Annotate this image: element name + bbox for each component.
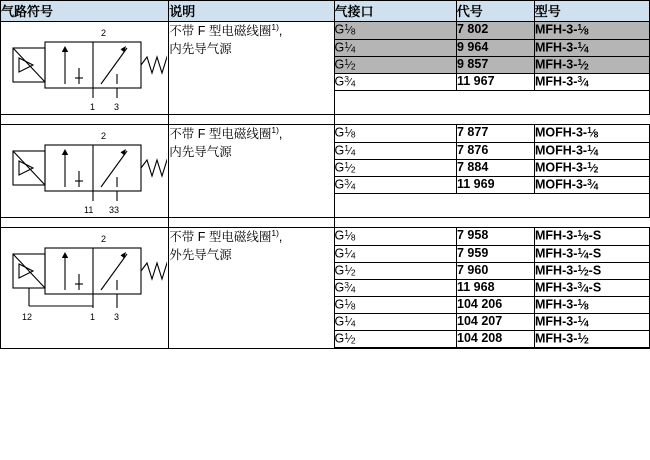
type-suffix: -S [588, 246, 602, 261]
svg-text:33: 33 [109, 205, 120, 215]
port-fraction: $^1$⁄2 [344, 262, 356, 278]
code-cell: 104 206 [457, 296, 535, 313]
group-spacer [1, 115, 650, 125]
table-row[interactable] [335, 56, 650, 73]
table-header [1, 1, 650, 22]
code-cell: 7 802 [457, 22, 535, 39]
port-fraction: $^1$⁄2 [344, 56, 356, 72]
description-line-2: 外先导气源 [169, 248, 232, 263]
port-fraction: $^1$⁄8 [344, 22, 356, 37]
valve-schematic-svg-3 [1, 228, 167, 328]
type-prefix: MFH-3- [535, 297, 578, 312]
type-cell [535, 330, 650, 347]
table-row[interactable] [335, 296, 650, 313]
table-row[interactable] [335, 22, 650, 39]
type-fraction: $^1$⁄2 [577, 262, 589, 278]
header-cell-symbol: 气路符号 [1, 1, 169, 22]
spacer-cell [1, 218, 169, 228]
svg-text:3: 3 [114, 102, 120, 112]
port-cell [335, 279, 457, 296]
port-cell [335, 313, 457, 330]
type-suffix: -S [588, 280, 602, 295]
table-row[interactable] [335, 73, 650, 90]
type-cell [535, 228, 650, 245]
port-cell [335, 296, 457, 313]
type-fraction: $^3$⁄4 [577, 279, 589, 295]
type-cell [535, 279, 650, 296]
type-cell [535, 73, 650, 90]
type-prefix: MFH-3- [535, 74, 578, 89]
type-cell [535, 262, 650, 279]
description-footnote-2: 1) [271, 124, 279, 135]
type-fraction: $^1$⁄4 [577, 313, 589, 329]
type-cell [535, 22, 650, 39]
valve-symbol-cell-3 [1, 228, 169, 349]
type-cell [535, 245, 650, 262]
type-suffix: -S [588, 263, 602, 278]
type-fraction: $^1$⁄2 [587, 159, 599, 175]
port-cell [335, 125, 457, 142]
type-fraction: $^3$⁄4 [587, 176, 599, 192]
svg-text:12: 12 [22, 312, 33, 322]
type-prefix: MFH-3- [535, 263, 578, 278]
group-spacer [1, 218, 650, 228]
table-row [1, 22, 650, 115]
svg-text:2: 2 [101, 234, 107, 244]
valve-schematic-svg-1 [1, 22, 167, 114]
table-row[interactable] [335, 245, 650, 262]
description-footnote-1: 1) [271, 21, 279, 32]
header-cell-port: 气接口 [334, 1, 456, 22]
description-cell-3: 不带 F 型电磁线圈$^{1)}$, 外先导气源 [169, 228, 334, 349]
table-row[interactable] [335, 142, 650, 159]
svg-text:1: 1 [90, 312, 96, 322]
port-prefix: G [334, 74, 345, 89]
type-cell [535, 142, 650, 159]
header-row [1, 1, 650, 22]
svg-text:2: 2 [101, 131, 107, 141]
valve-symbol-cell-2 [1, 125, 169, 218]
type-prefix: MFH-3- [535, 331, 578, 346]
table-row[interactable] [335, 39, 650, 56]
type-prefix: MFH-3- [535, 314, 578, 329]
code-cell: 9 857 [457, 56, 535, 73]
description-cell-2: 不带 F 型电磁线圈$^{1)}$, 内先导气源 [169, 125, 334, 218]
port-fraction: $^1$⁄4 [344, 245, 356, 261]
type-prefix: MOFH-3- [535, 125, 588, 140]
table-row[interactable] [335, 176, 650, 193]
type-prefix: MFH-3- [535, 40, 578, 55]
port-prefix: G [334, 314, 345, 329]
type-fraction: $^1$⁄8 [587, 125, 599, 140]
type-fraction: $^1$⁄2 [577, 56, 589, 72]
variant-table-cell-1 [334, 22, 650, 115]
code-cell: 11 969 [457, 176, 535, 193]
description-line-1: 不带 F 型电磁线圈 [169, 24, 272, 38]
header-cell-type: 型号 [534, 1, 649, 22]
port-prefix: G [334, 57, 345, 72]
code-cell: 11 967 [457, 73, 535, 90]
port-cell [335, 22, 457, 39]
spacer-cell [334, 115, 650, 125]
variant-table-3 [335, 228, 650, 348]
valve-symbol-cell-1 [1, 22, 169, 115]
port-cell [335, 262, 457, 279]
port-fraction: $^1$⁄8 [344, 296, 356, 312]
type-cell [535, 125, 650, 142]
type-fraction: $^1$⁄4 [577, 245, 589, 261]
spacer-cell [334, 218, 650, 228]
svg-text:3: 3 [114, 312, 120, 322]
table-row[interactable] [335, 330, 650, 347]
port-prefix: G [334, 331, 345, 346]
port-cell [335, 159, 457, 176]
type-cell [535, 313, 650, 330]
port-prefix: G [334, 125, 345, 140]
table-body [1, 22, 650, 349]
type-prefix: MFH-3- [535, 57, 578, 72]
port-prefix: G [334, 22, 345, 37]
port-cell [335, 330, 457, 347]
type-prefix: MOFH-3- [535, 160, 588, 175]
table-row[interactable] [335, 125, 650, 142]
port-cell [335, 142, 457, 159]
port-fraction: $^1$⁄8 [344, 125, 356, 140]
code-cell: 7 884 [457, 159, 535, 176]
svg-text:11: 11 [84, 205, 94, 215]
type-prefix: MFH-3- [535, 228, 578, 243]
description-line-2: 内先导气源 [169, 42, 232, 57]
type-fraction: $^1$⁄4 [577, 39, 589, 55]
valve-schematic-svg-2 [1, 125, 167, 217]
port-prefix: G [334, 177, 345, 192]
variant-table-cell-2 [334, 125, 650, 218]
variant-table-1 [335, 22, 650, 91]
svg-text:2: 2 [101, 28, 107, 38]
port-cell [335, 73, 457, 90]
port-cell [335, 245, 457, 262]
port-cell [335, 39, 457, 56]
svg-text:1: 1 [90, 102, 96, 112]
port-fraction: $^1$⁄8 [344, 228, 356, 243]
port-prefix: G [334, 297, 345, 312]
code-cell: 11 968 [457, 279, 535, 296]
port-cell [335, 228, 457, 245]
port-prefix: G [334, 160, 345, 175]
port-fraction: $^3$⁄4 [344, 73, 356, 89]
type-fraction: $^1$⁄8 [577, 228, 589, 243]
table-row[interactable] [335, 228, 650, 245]
table-row [1, 125, 650, 218]
description-footnote-3: 1) [271, 227, 279, 238]
port-prefix: G [334, 263, 345, 278]
code-cell: 7 960 [457, 262, 535, 279]
description-line-2: 内先导气源 [169, 145, 232, 160]
valve-schematic-2 [1, 125, 167, 217]
port-fraction: $^1$⁄2 [344, 159, 356, 175]
port-prefix: G [334, 246, 345, 261]
table-row[interactable] [335, 279, 650, 296]
code-cell: 7 877 [457, 125, 535, 142]
type-prefix: MOFH-3- [535, 177, 588, 192]
type-prefix: MFH-3- [535, 246, 578, 261]
port-prefix: G [334, 40, 345, 55]
spacer-cell [169, 115, 334, 125]
description-line-1: 不带 F 型电磁线圈 [169, 127, 272, 141]
port-cell [335, 56, 457, 73]
port-prefix: G [334, 280, 345, 295]
header-cell-description: 说明 [169, 1, 334, 22]
table-row [1, 228, 650, 349]
type-fraction: $^1$⁄8 [577, 296, 589, 312]
header-cell-code: 代号 [456, 1, 534, 22]
type-fraction: $^1$⁄2 [577, 330, 589, 346]
variant-table-cell-3 [334, 228, 650, 349]
type-fraction: $^3$⁄4 [577, 73, 589, 89]
port-fraction: $^3$⁄4 [344, 176, 356, 192]
code-cell: 104 207 [457, 313, 535, 330]
description-cell-1: 不带 F 型电磁线圈$^{1)}$, 内先导气源 [169, 22, 334, 115]
code-cell: 104 208 [457, 330, 535, 347]
spacer-cell [1, 115, 169, 125]
port-fraction: $^3$⁄4 [344, 279, 356, 295]
table-row[interactable] [335, 313, 650, 330]
code-cell: 9 964 [457, 39, 535, 56]
code-cell: 7 876 [457, 142, 535, 159]
variant-table-2 [335, 125, 650, 194]
code-cell: 7 958 [457, 228, 535, 245]
port-fraction: $^1$⁄4 [344, 39, 356, 55]
spacer-cell [169, 218, 334, 228]
port-fraction: $^1$⁄2 [344, 330, 356, 346]
type-cell [535, 56, 650, 73]
description-line-1: 不带 F 型电磁线圈 [169, 230, 272, 244]
port-fraction: $^1$⁄4 [344, 142, 356, 158]
type-suffix: -S [588, 228, 602, 243]
valve-schematic-3 [1, 228, 167, 328]
type-cell [535, 159, 650, 176]
table-row[interactable] [335, 159, 650, 176]
type-prefix: MFH-3- [535, 22, 578, 37]
port-prefix: G [334, 143, 345, 158]
type-prefix: MOFH-3- [535, 143, 588, 158]
type-fraction: $^1$⁄8 [577, 22, 589, 37]
type-cell [535, 39, 650, 56]
table-row[interactable] [335, 262, 650, 279]
port-prefix: G [334, 228, 345, 243]
code-cell: 7 959 [457, 245, 535, 262]
type-cell [535, 176, 650, 193]
port-cell [335, 176, 457, 193]
valve-schematic-1 [1, 22, 167, 114]
port-fraction: $^1$⁄4 [344, 313, 356, 329]
type-cell [535, 296, 650, 313]
type-fraction: $^1$⁄4 [587, 142, 599, 158]
type-prefix: MFH-3- [535, 280, 578, 295]
